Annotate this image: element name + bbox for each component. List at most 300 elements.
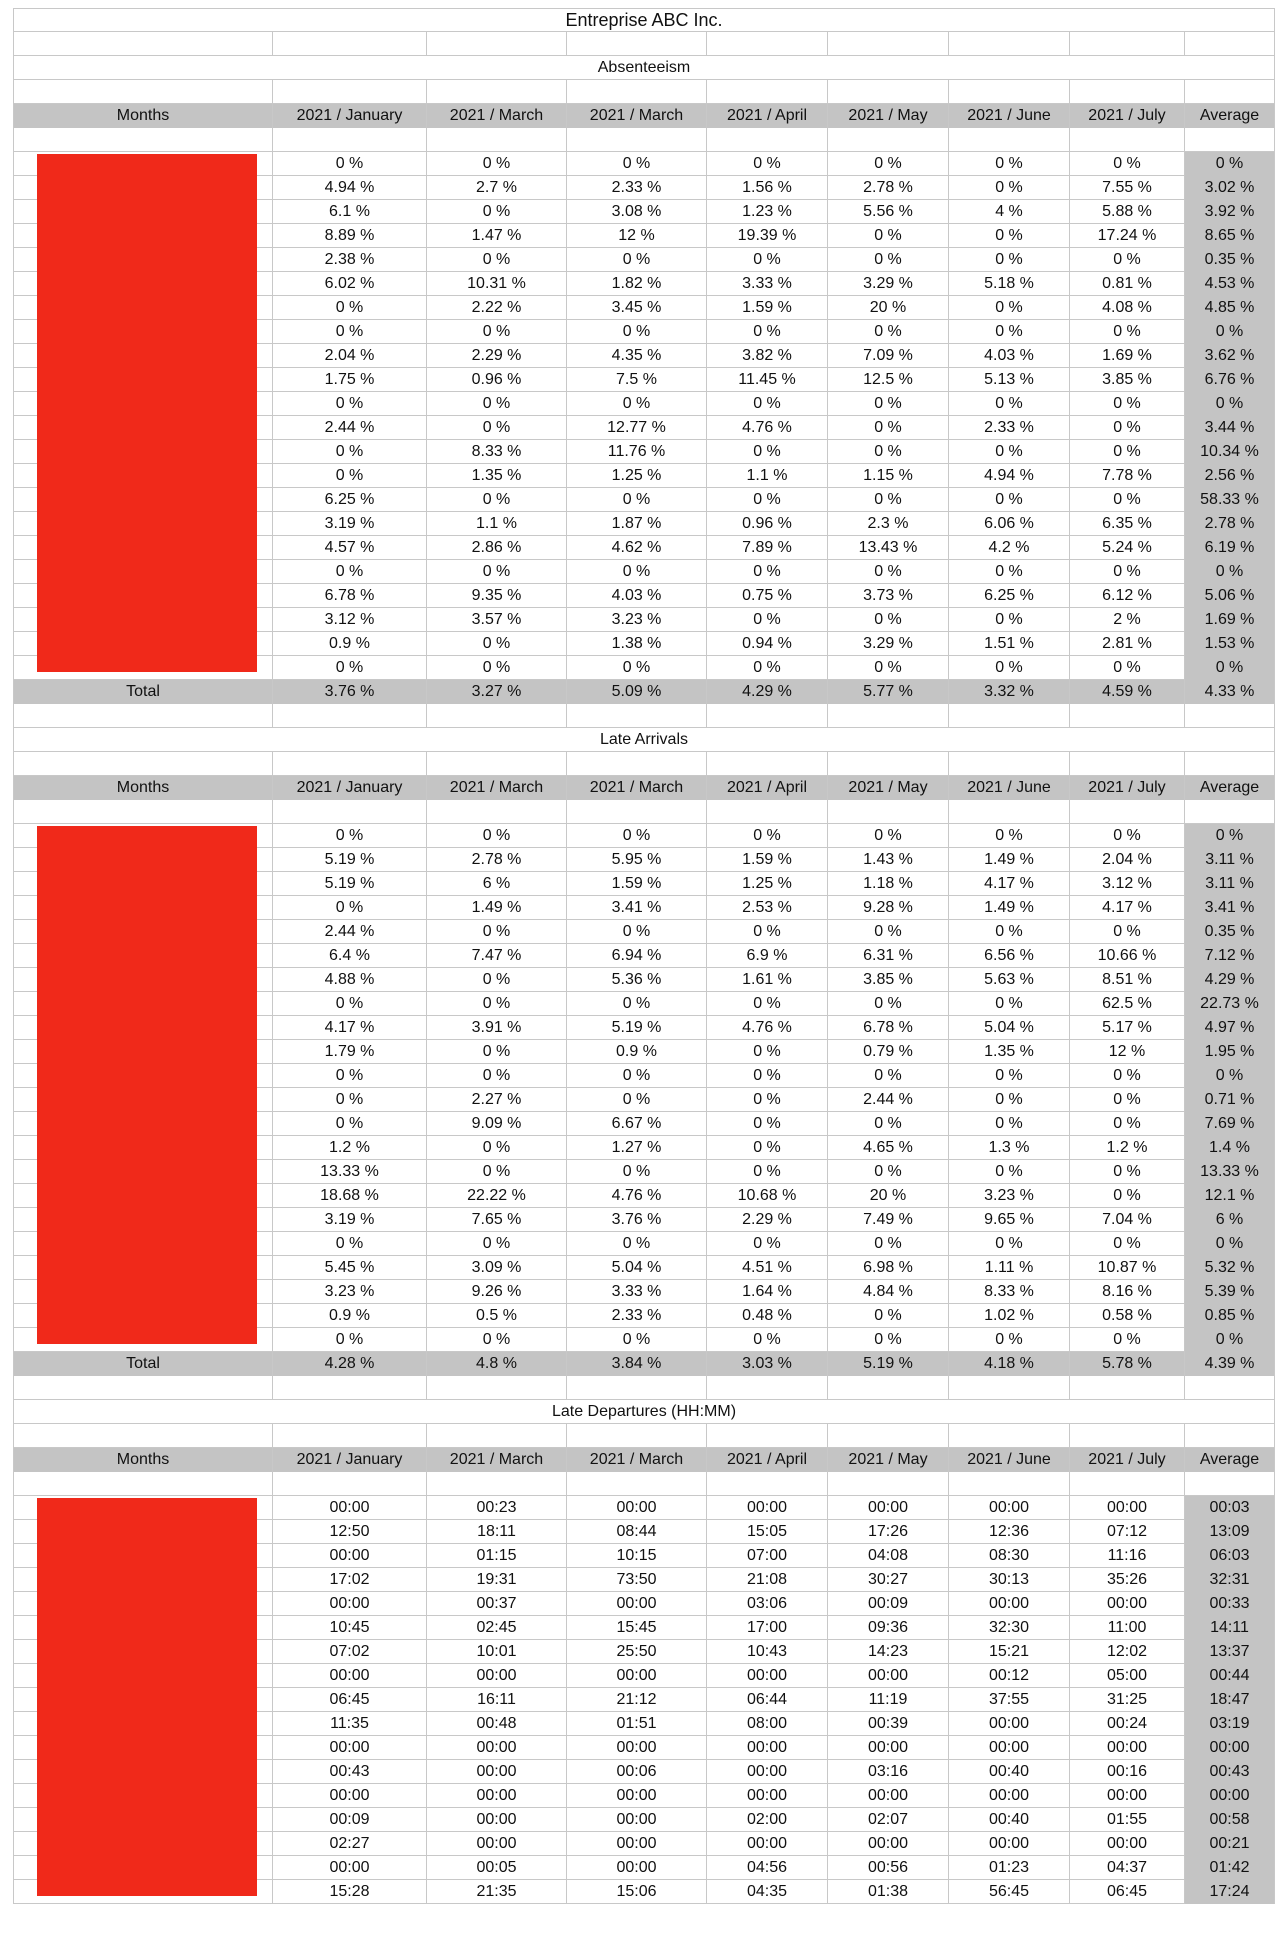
value-cell[interactable]: 0 % [828, 824, 949, 848]
empty-cell[interactable] [13, 1424, 273, 1448]
average-cell[interactable]: 3.11 % [1185, 848, 1275, 872]
value-cell[interactable]: 4.03 % [949, 344, 1070, 368]
empty-cell[interactable] [273, 128, 427, 152]
value-cell[interactable]: 0 % [949, 1232, 1070, 1256]
value-cell[interactable]: 3.29 % [828, 632, 949, 656]
total-cell[interactable]: 3.03 % [707, 1352, 828, 1376]
value-cell[interactable]: 00:00 [273, 1856, 427, 1880]
value-cell[interactable]: 00:00 [427, 1664, 567, 1688]
value-cell[interactable]: 62.5 % [1070, 992, 1185, 1016]
value-cell[interactable]: 0 % [707, 992, 828, 1016]
value-cell[interactable]: 0 % [567, 1328, 707, 1352]
average-cell[interactable]: 1.95 % [1185, 1040, 1275, 1064]
value-cell[interactable]: 8.33 % [427, 440, 567, 464]
empty-cell[interactable] [828, 752, 949, 776]
value-cell[interactable]: 3.85 % [828, 968, 949, 992]
value-cell[interactable]: 0.96 % [427, 368, 567, 392]
value-cell[interactable]: 11:35 [273, 1712, 427, 1736]
empty-cell[interactable] [427, 800, 567, 824]
value-cell[interactable]: 10:01 [427, 1640, 567, 1664]
average-cell[interactable]: 00:43 [1185, 1760, 1275, 1784]
total-cell[interactable]: 4.59 % [1070, 680, 1185, 704]
average-cell[interactable]: 0 % [1185, 656, 1275, 680]
value-cell[interactable]: 00:00 [1070, 1736, 1185, 1760]
value-cell[interactable]: 0 % [427, 392, 567, 416]
value-cell[interactable]: 0 % [1070, 488, 1185, 512]
empty-cell[interactable] [1070, 1472, 1185, 1496]
value-cell[interactable]: 10:45 [273, 1616, 427, 1640]
value-cell[interactable]: 5.88 % [1070, 200, 1185, 224]
average-cell[interactable]: 01:42 [1185, 1856, 1275, 1880]
total-cell[interactable]: 5.77 % [828, 680, 949, 704]
value-cell[interactable]: 10:15 [567, 1544, 707, 1568]
average-cell[interactable]: 0 % [1185, 152, 1275, 176]
value-cell[interactable]: 0 % [273, 320, 427, 344]
empty-cell[interactable] [1185, 1424, 1275, 1448]
average-cell[interactable]: 13:09 [1185, 1520, 1275, 1544]
value-cell[interactable]: 5.19 % [273, 872, 427, 896]
value-cell[interactable]: 07:00 [707, 1544, 828, 1568]
value-cell[interactable]: 0 % [427, 320, 567, 344]
value-cell[interactable]: 3.23 % [273, 1280, 427, 1304]
value-cell[interactable]: 00:00 [567, 1664, 707, 1688]
average-cell[interactable]: 00:00 [1185, 1736, 1275, 1760]
value-cell[interactable]: 11.76 % [567, 440, 707, 464]
value-cell[interactable]: 15:21 [949, 1640, 1070, 1664]
value-cell[interactable]: 0 % [828, 392, 949, 416]
value-cell[interactable]: 0 % [949, 248, 1070, 272]
empty-cell[interactable] [567, 1424, 707, 1448]
total-cell[interactable]: 4.8 % [427, 1352, 567, 1376]
value-cell[interactable]: 12:02 [1070, 1640, 1185, 1664]
value-cell[interactable]: 0 % [707, 1064, 828, 1088]
value-cell[interactable]: 1.1 % [707, 464, 828, 488]
value-cell[interactable]: 12 % [1070, 1040, 1185, 1064]
column-header[interactable]: 2021 / July [1070, 1448, 1185, 1472]
value-cell[interactable]: 0 % [949, 224, 1070, 248]
average-cell[interactable]: 00:58 [1185, 1808, 1275, 1832]
value-cell[interactable]: 5.45 % [273, 1256, 427, 1280]
empty-cell[interactable] [273, 752, 427, 776]
value-cell[interactable]: 0 % [567, 320, 707, 344]
empty-cell[interactable] [427, 1424, 567, 1448]
average-cell[interactable]: 0 % [1185, 320, 1275, 344]
value-cell[interactable]: 0 % [273, 1064, 427, 1088]
value-cell[interactable]: 1.49 % [949, 848, 1070, 872]
value-cell[interactable]: 0 % [427, 1040, 567, 1064]
empty-cell[interactable] [707, 1376, 828, 1400]
value-cell[interactable]: 01:23 [949, 1856, 1070, 1880]
value-cell[interactable]: 07:02 [273, 1640, 427, 1664]
value-cell[interactable]: 21:08 [707, 1568, 828, 1592]
value-cell[interactable]: 0 % [427, 560, 567, 584]
value-cell[interactable]: 12.5 % [828, 368, 949, 392]
value-cell[interactable]: 7.09 % [828, 344, 949, 368]
value-cell[interactable]: 3.19 % [273, 1208, 427, 1232]
value-cell[interactable]: 06:45 [1070, 1880, 1185, 1904]
value-cell[interactable]: 12 % [567, 224, 707, 248]
value-cell[interactable]: 00:00 [567, 1592, 707, 1616]
value-cell[interactable]: 0 % [1070, 656, 1185, 680]
value-cell[interactable]: 0 % [273, 392, 427, 416]
empty-cell[interactable] [949, 800, 1070, 824]
value-cell[interactable]: 08:44 [567, 1520, 707, 1544]
value-cell[interactable]: 0 % [828, 224, 949, 248]
average-cell[interactable]: 0 % [1185, 1064, 1275, 1088]
value-cell[interactable]: 16:11 [427, 1688, 567, 1712]
column-header[interactable]: 2021 / April [707, 104, 828, 128]
company-title[interactable]: Entreprise ABC Inc. [13, 9, 1275, 33]
value-cell[interactable]: 0 % [273, 440, 427, 464]
value-cell[interactable]: 0 % [273, 1088, 427, 1112]
value-cell[interactable]: 0 % [273, 896, 427, 920]
value-cell[interactable]: 0 % [828, 992, 949, 1016]
average-cell[interactable]: 0.35 % [1185, 248, 1275, 272]
column-header[interactable]: 2021 / March [427, 104, 567, 128]
empty-cell[interactable] [567, 80, 707, 104]
value-cell[interactable]: 03:16 [828, 1760, 949, 1784]
value-cell[interactable]: 4.03 % [567, 584, 707, 608]
value-cell[interactable]: 2.33 % [567, 176, 707, 200]
value-cell[interactable]: 00:56 [828, 1856, 949, 1880]
value-cell[interactable]: 5.36 % [567, 968, 707, 992]
value-cell[interactable]: 0 % [1070, 1160, 1185, 1184]
average-cell[interactable]: 4.53 % [1185, 272, 1275, 296]
value-cell[interactable]: 0 % [949, 392, 1070, 416]
value-cell[interactable]: 0 % [949, 992, 1070, 1016]
value-cell[interactable]: 13.43 % [828, 536, 949, 560]
value-cell[interactable]: 30:27 [828, 1568, 949, 1592]
value-cell[interactable]: 00:09 [273, 1808, 427, 1832]
empty-cell[interactable] [828, 80, 949, 104]
average-cell[interactable]: 6 % [1185, 1208, 1275, 1232]
value-cell[interactable]: 07:12 [1070, 1520, 1185, 1544]
empty-cell[interactable] [707, 32, 828, 56]
value-cell[interactable]: 6.12 % [1070, 584, 1185, 608]
empty-cell[interactable] [567, 32, 707, 56]
empty-cell[interactable] [707, 128, 828, 152]
total-cell[interactable]: 3.84 % [567, 1352, 707, 1376]
value-cell[interactable]: 0 % [828, 488, 949, 512]
value-cell[interactable]: 3.82 % [707, 344, 828, 368]
empty-cell[interactable] [828, 1376, 949, 1400]
value-cell[interactable]: 0 % [707, 248, 828, 272]
empty-cell[interactable] [273, 704, 427, 728]
empty-cell[interactable] [949, 128, 1070, 152]
empty-cell[interactable] [1070, 80, 1185, 104]
empty-cell[interactable] [828, 1424, 949, 1448]
value-cell[interactable]: 0 % [949, 320, 1070, 344]
empty-cell[interactable] [273, 1472, 427, 1496]
value-cell[interactable]: 08:30 [949, 1544, 1070, 1568]
value-cell[interactable]: 0 % [828, 248, 949, 272]
empty-cell[interactable] [949, 752, 1070, 776]
average-cell[interactable]: 0 % [1185, 560, 1275, 584]
value-cell[interactable]: 0 % [828, 1304, 949, 1328]
total-cell[interactable]: 4.39 % [1185, 1352, 1275, 1376]
empty-cell[interactable] [828, 32, 949, 56]
average-cell[interactable]: 06:03 [1185, 1544, 1275, 1568]
value-cell[interactable]: 1.38 % [567, 632, 707, 656]
average-cell[interactable]: 5.06 % [1185, 584, 1275, 608]
column-header[interactable]: 2021 / May [828, 104, 949, 128]
average-cell[interactable]: 3.02 % [1185, 176, 1275, 200]
value-cell[interactable]: 8.33 % [949, 1280, 1070, 1304]
value-cell[interactable]: 3.85 % [1070, 368, 1185, 392]
value-cell[interactable]: 2.27 % [427, 1088, 567, 1112]
value-cell[interactable]: 00:00 [828, 1496, 949, 1520]
value-cell[interactable]: 08:00 [707, 1712, 828, 1736]
value-cell[interactable]: 0 % [949, 608, 1070, 632]
value-cell[interactable]: 22.22 % [427, 1184, 567, 1208]
value-cell[interactable]: 04:08 [828, 1544, 949, 1568]
value-cell[interactable]: 0 % [427, 632, 567, 656]
column-header[interactable]: Months [13, 776, 273, 800]
empty-cell[interactable] [567, 800, 707, 824]
value-cell[interactable]: 21:35 [427, 1880, 567, 1904]
value-cell[interactable]: 00:40 [949, 1760, 1070, 1784]
value-cell[interactable]: 0.96 % [707, 512, 828, 536]
value-cell[interactable]: 1.15 % [828, 464, 949, 488]
average-cell[interactable]: 13.33 % [1185, 1160, 1275, 1184]
empty-cell[interactable] [828, 128, 949, 152]
average-cell[interactable]: 3.11 % [1185, 872, 1275, 896]
empty-cell[interactable] [949, 704, 1070, 728]
column-header[interactable]: 2021 / March [427, 776, 567, 800]
value-cell[interactable]: 2.44 % [273, 920, 427, 944]
value-cell[interactable]: 3.57 % [427, 608, 567, 632]
value-cell[interactable]: 4.94 % [273, 176, 427, 200]
value-cell[interactable]: 0 % [427, 968, 567, 992]
value-cell[interactable]: 4.51 % [707, 1256, 828, 1280]
value-cell[interactable]: 0 % [273, 464, 427, 488]
empty-cell[interactable] [949, 32, 1070, 56]
value-cell[interactable]: 1.69 % [1070, 344, 1185, 368]
average-cell[interactable]: 00:44 [1185, 1664, 1275, 1688]
value-cell[interactable]: 0 % [707, 1160, 828, 1184]
value-cell[interactable]: 0 % [427, 1328, 567, 1352]
value-cell[interactable]: 4.76 % [707, 1016, 828, 1040]
value-cell[interactable]: 11:00 [1070, 1616, 1185, 1640]
value-cell[interactable]: 0 % [567, 488, 707, 512]
average-cell[interactable]: 03:19 [1185, 1712, 1275, 1736]
value-cell[interactable]: 5.19 % [273, 848, 427, 872]
empty-cell[interactable] [427, 128, 567, 152]
value-cell[interactable]: 0 % [707, 656, 828, 680]
average-cell[interactable]: 14:11 [1185, 1616, 1275, 1640]
value-cell[interactable]: 0 % [949, 488, 1070, 512]
empty-cell[interactable] [13, 128, 273, 152]
value-cell[interactable]: 00:00 [1070, 1496, 1185, 1520]
empty-cell[interactable] [707, 80, 828, 104]
value-cell[interactable]: 1.56 % [707, 176, 828, 200]
value-cell[interactable]: 0 % [1070, 824, 1185, 848]
average-cell[interactable]: 32:31 [1185, 1568, 1275, 1592]
column-header[interactable]: Months [13, 1448, 273, 1472]
value-cell[interactable]: 2.44 % [828, 1088, 949, 1112]
empty-cell[interactable] [707, 752, 828, 776]
value-cell[interactable]: 2.29 % [707, 1208, 828, 1232]
empty-cell[interactable] [1185, 800, 1275, 824]
value-cell[interactable]: 0.75 % [707, 584, 828, 608]
average-cell[interactable]: 2.78 % [1185, 512, 1275, 536]
total-label[interactable]: Total [13, 680, 273, 704]
average-cell[interactable]: 8.65 % [1185, 224, 1275, 248]
value-cell[interactable]: 7.78 % [1070, 464, 1185, 488]
value-cell[interactable]: 0 % [427, 200, 567, 224]
value-cell[interactable]: 11:19 [828, 1688, 949, 1712]
value-cell[interactable]: 4.84 % [828, 1280, 949, 1304]
column-header[interactable]: Average [1185, 1448, 1275, 1472]
empty-cell[interactable] [273, 800, 427, 824]
value-cell[interactable]: 0 % [707, 608, 828, 632]
value-cell[interactable]: 01:15 [427, 1544, 567, 1568]
total-cell[interactable]: 4.28 % [273, 1352, 427, 1376]
column-header[interactable]: 2021 / July [1070, 104, 1185, 128]
value-cell[interactable]: 1.43 % [828, 848, 949, 872]
value-cell[interactable]: 0 % [949, 296, 1070, 320]
value-cell[interactable]: 0 % [427, 488, 567, 512]
value-cell[interactable]: 1.3 % [949, 1136, 1070, 1160]
value-cell[interactable]: 0 % [1070, 1184, 1185, 1208]
value-cell[interactable]: 0 % [427, 1232, 567, 1256]
value-cell[interactable]: 0 % [1070, 416, 1185, 440]
value-cell[interactable]: 0 % [567, 248, 707, 272]
empty-cell[interactable] [1185, 32, 1275, 56]
value-cell[interactable]: 9.26 % [427, 1280, 567, 1304]
value-cell[interactable]: 20 % [828, 296, 949, 320]
empty-cell[interactable] [13, 800, 273, 824]
value-cell[interactable]: 4.76 % [567, 1184, 707, 1208]
column-header[interactable]: Months [13, 104, 273, 128]
value-cell[interactable]: 0 % [707, 1136, 828, 1160]
value-cell[interactable]: 00:00 [427, 1760, 567, 1784]
value-cell[interactable]: 0.9 % [273, 632, 427, 656]
value-cell[interactable]: 00:00 [949, 1712, 1070, 1736]
value-cell[interactable]: 2.53 % [707, 896, 828, 920]
value-cell[interactable]: 3.09 % [427, 1256, 567, 1280]
value-cell[interactable]: 0 % [273, 656, 427, 680]
column-header[interactable]: 2021 / July [1070, 776, 1185, 800]
value-cell[interactable]: 8.16 % [1070, 1280, 1185, 1304]
value-cell[interactable]: 00:00 [273, 1496, 427, 1520]
value-cell[interactable]: 7.49 % [828, 1208, 949, 1232]
value-cell[interactable]: 0 % [273, 824, 427, 848]
empty-cell[interactable] [1070, 752, 1185, 776]
value-cell[interactable]: 00:05 [427, 1856, 567, 1880]
value-cell[interactable]: 0 % [1070, 392, 1185, 416]
value-cell[interactable]: 5.95 % [567, 848, 707, 872]
value-cell[interactable]: 01:51 [567, 1712, 707, 1736]
average-cell[interactable]: 58.33 % [1185, 488, 1275, 512]
value-cell[interactable]: 0.79 % [828, 1040, 949, 1064]
value-cell[interactable]: 0 % [828, 1232, 949, 1256]
empty-cell[interactable] [273, 80, 427, 104]
value-cell[interactable]: 5.56 % [828, 200, 949, 224]
column-header[interactable]: 2021 / May [828, 776, 949, 800]
value-cell[interactable]: 3.12 % [273, 608, 427, 632]
value-cell[interactable]: 0 % [427, 248, 567, 272]
value-cell[interactable]: 0 % [828, 1160, 949, 1184]
value-cell[interactable]: 0 % [828, 920, 949, 944]
empty-cell[interactable] [949, 1376, 1070, 1400]
average-cell[interactable]: 17:24 [1185, 1880, 1275, 1904]
value-cell[interactable]: 25:50 [567, 1640, 707, 1664]
value-cell[interactable]: 00:00 [949, 1736, 1070, 1760]
value-cell[interactable]: 0 % [828, 416, 949, 440]
average-cell[interactable]: 13:37 [1185, 1640, 1275, 1664]
empty-cell[interactable] [1185, 1472, 1275, 1496]
value-cell[interactable]: 0 % [273, 152, 427, 176]
value-cell[interactable]: 00:00 [273, 1736, 427, 1760]
value-cell[interactable]: 6.35 % [1070, 512, 1185, 536]
average-cell[interactable]: 5.32 % [1185, 1256, 1275, 1280]
value-cell[interactable]: 1.11 % [949, 1256, 1070, 1280]
value-cell[interactable]: 4.76 % [707, 416, 828, 440]
value-cell[interactable]: 2.38 % [273, 248, 427, 272]
value-cell[interactable]: 0.94 % [707, 632, 828, 656]
empty-cell[interactable] [1185, 752, 1275, 776]
value-cell[interactable]: 8.51 % [1070, 968, 1185, 992]
value-cell[interactable]: 1.2 % [273, 1136, 427, 1160]
column-header[interactable]: 2021 / March [567, 104, 707, 128]
value-cell[interactable]: 00:00 [828, 1832, 949, 1856]
value-cell[interactable]: 4 % [949, 200, 1070, 224]
column-header[interactable]: Average [1185, 104, 1275, 128]
value-cell[interactable]: 6.06 % [949, 512, 1070, 536]
column-header[interactable]: 2021 / March [567, 776, 707, 800]
value-cell[interactable]: 6.98 % [828, 1256, 949, 1280]
value-cell[interactable]: 00:00 [949, 1592, 1070, 1616]
value-cell[interactable]: 2.33 % [567, 1304, 707, 1328]
value-cell[interactable]: 6.78 % [828, 1016, 949, 1040]
value-cell[interactable]: 1.75 % [273, 368, 427, 392]
average-cell[interactable]: 1.53 % [1185, 632, 1275, 656]
value-cell[interactable]: 1.64 % [707, 1280, 828, 1304]
value-cell[interactable]: 3.41 % [567, 896, 707, 920]
column-header[interactable]: 2021 / April [707, 776, 828, 800]
total-cell[interactable]: 3.32 % [949, 680, 1070, 704]
column-header[interactable]: 2021 / June [949, 776, 1070, 800]
value-cell[interactable]: 2 % [1070, 608, 1185, 632]
empty-cell[interactable] [13, 752, 273, 776]
value-cell[interactable]: 32:30 [949, 1616, 1070, 1640]
value-cell[interactable]: 0 % [949, 656, 1070, 680]
value-cell[interactable]: 11:16 [1070, 1544, 1185, 1568]
value-cell[interactable]: 2.29 % [427, 344, 567, 368]
value-cell[interactable]: 00:00 [567, 1496, 707, 1520]
value-cell[interactable]: 73:50 [567, 1568, 707, 1592]
column-header[interactable]: 2021 / March [567, 1448, 707, 1472]
value-cell[interactable]: 0 % [1070, 248, 1185, 272]
column-header[interactable]: 2021 / June [949, 104, 1070, 128]
value-cell[interactable]: 1.47 % [427, 224, 567, 248]
average-cell[interactable]: 7.69 % [1185, 1112, 1275, 1136]
column-header[interactable]: 2021 / January [273, 1448, 427, 1472]
value-cell[interactable]: 0 % [567, 1160, 707, 1184]
empty-cell[interactable] [567, 128, 707, 152]
value-cell[interactable]: 00:00 [273, 1664, 427, 1688]
value-cell[interactable]: 3.45 % [567, 296, 707, 320]
value-cell[interactable]: 00:00 [828, 1664, 949, 1688]
value-cell[interactable]: 1.82 % [567, 272, 707, 296]
value-cell[interactable]: 3.29 % [828, 272, 949, 296]
value-cell[interactable]: 0 % [707, 440, 828, 464]
value-cell[interactable]: 00:00 [427, 1832, 567, 1856]
value-cell[interactable]: 56:45 [949, 1880, 1070, 1904]
value-cell[interactable]: 0 % [949, 560, 1070, 584]
column-header[interactable]: 2021 / June [949, 1448, 1070, 1472]
